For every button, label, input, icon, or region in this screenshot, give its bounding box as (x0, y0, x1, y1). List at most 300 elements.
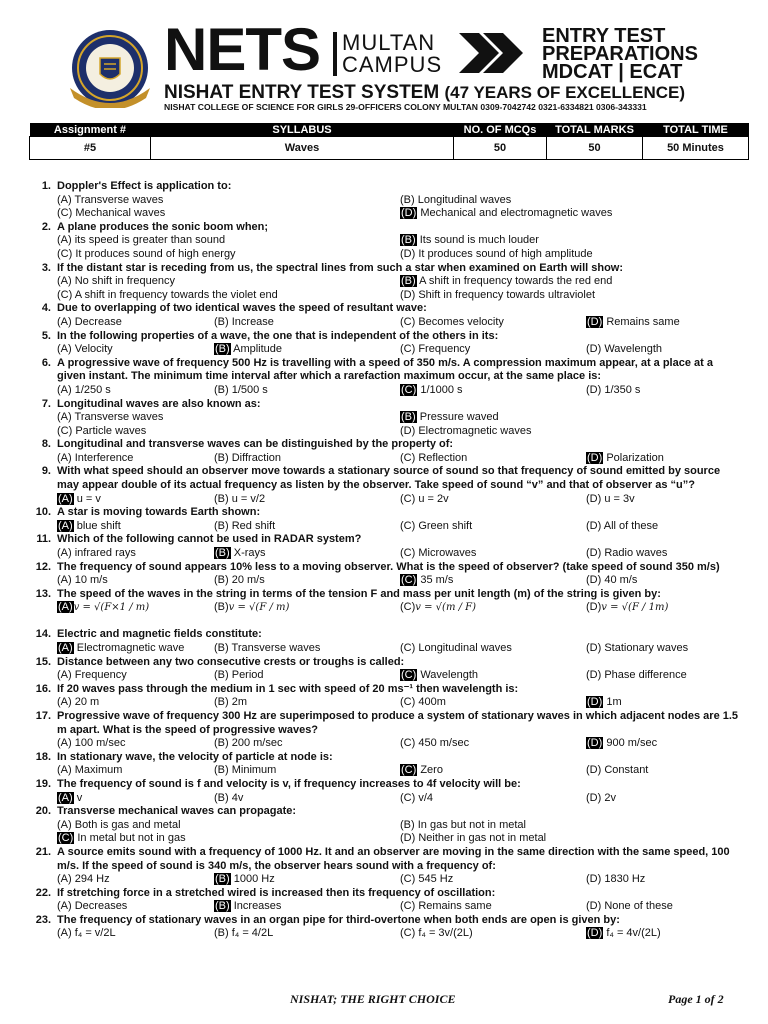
option-row (0, 425, 768, 439)
option-letter: (D) (586, 900, 602, 913)
option-row (0, 248, 768, 262)
option-text: Particle waves (72, 424, 147, 437)
option-letter: (D) (587, 696, 603, 709)
question-stem: With what speed should an observer move towards a stationary source of sound so that frequency of sound emitted by source may appear double of its actual frequency as listen by the observer. Take speed of sound “v” and that of observer as “u”? (57, 465, 721, 492)
option-text: Minimum (228, 764, 277, 777)
option-text: Amplitude (230, 343, 283, 356)
option-a (57, 601, 149, 615)
header-time: TOTAL TIME (643, 123, 749, 137)
header-marks: TOTAL MARKS (547, 123, 643, 137)
option-text: It produces sound of high energy (72, 247, 236, 260)
option-c (400, 493, 449, 507)
option-text: Green shift (415, 519, 473, 532)
option-text: Polarization (603, 451, 664, 464)
option-text: Neither in gas not in metal (415, 832, 547, 845)
option-text: Velocity (71, 343, 113, 356)
option-row (0, 234, 768, 248)
option-text: Zero (417, 764, 443, 777)
option-row (0, 642, 768, 656)
option-c (400, 452, 467, 466)
option-letter: (C) (400, 601, 416, 614)
option-row (0, 343, 768, 357)
option-a (57, 819, 181, 833)
option-text: u = v (73, 492, 101, 505)
option-d (586, 343, 662, 357)
question-item (0, 302, 768, 329)
option-letter: (C) (400, 642, 416, 654)
option-row (0, 873, 768, 887)
option-letter: (D) (586, 383, 602, 396)
question-number: 11. (36, 533, 51, 546)
option-letter: (C) (57, 247, 73, 260)
question-text (0, 561, 768, 575)
option-d (400, 289, 595, 303)
option-a (57, 642, 184, 656)
option-text: In metal but not in gas (74, 832, 186, 845)
option-letter: (A) (57, 669, 72, 682)
value-time: 50 Minutes (643, 137, 749, 160)
option-text: blue shift (73, 519, 121, 532)
option-c (400, 737, 469, 751)
question-number: 12. (35, 560, 51, 573)
option-letter: (D) (586, 519, 602, 532)
option-letter: (B) (401, 411, 416, 424)
option-letter: (C) (400, 492, 416, 505)
option-b (400, 819, 526, 833)
option-b (214, 547, 266, 561)
question-text (0, 533, 768, 547)
option-b (214, 343, 282, 357)
header-mcqs: NO. OF MCQs (454, 123, 547, 137)
option-text: v/4 (415, 791, 434, 804)
option-text: 35 m/s (417, 574, 454, 587)
option-c (400, 696, 446, 710)
question-number: 10. (35, 506, 51, 519)
question-number: 23. (35, 913, 51, 926)
question-text (0, 751, 768, 765)
option-c (400, 792, 433, 806)
option-row (0, 411, 768, 425)
question-stem: Progressive wave of frequency 300 Hz are superimposed to produce a system of stationary waves in which adjacent nodes are 1.5 m apart. What is the speed of progressive waves? (57, 709, 739, 736)
option-text: Increase (228, 315, 274, 328)
option-c (400, 927, 473, 941)
option-d (586, 384, 640, 398)
option-letter: (B) (215, 873, 230, 886)
option-letter: (B) (214, 737, 229, 750)
question-text (0, 438, 768, 452)
option-c (400, 520, 472, 534)
option-letter: (B) (214, 927, 229, 940)
value-mcqs: 50 (454, 137, 547, 160)
option-text: Phase difference (601, 669, 687, 682)
option-d (586, 452, 664, 466)
option-text: 20 m/s (228, 574, 265, 587)
footer-motto: NISHAT; THE RIGHT CHOICE (290, 992, 456, 1006)
question-text (0, 506, 768, 520)
question-number: 17. (35, 709, 51, 722)
option-d (400, 248, 593, 262)
option-letter: (B) (400, 193, 415, 206)
question-stem: Distance between any two consecutive crests or troughs is called: (57, 655, 405, 668)
option-text: 900 m/sec (603, 737, 658, 750)
question-stem: A star is moving towards Earth shown: (57, 506, 261, 519)
question-text (0, 846, 768, 873)
option-text: Mechanical waves (72, 207, 166, 220)
option-text: Becomes velocity (415, 315, 504, 328)
question-number: 5. (41, 329, 51, 342)
option-letter: (A) (58, 791, 73, 804)
question-list (0, 180, 768, 941)
option-text: 1m (603, 696, 622, 709)
option-b (400, 194, 511, 208)
option-a (57, 234, 225, 248)
option-c (400, 642, 512, 656)
option-letter: (A) (57, 451, 72, 464)
option-a (57, 411, 163, 425)
header-syllabus: SYLLABUS (151, 123, 454, 137)
option-text: 1/250 s (71, 383, 111, 396)
option-letter: (C) (58, 832, 74, 845)
question-text (0, 805, 768, 819)
question-stem: The frequency of sound is f and velocity is v, if frequency increases to 4f velocity will be: (57, 777, 521, 790)
option-text: Interference (71, 451, 134, 464)
question-item (0, 221, 768, 262)
option-c (400, 574, 453, 588)
option-text: 100 m/sec (71, 737, 126, 750)
option-b (214, 452, 281, 466)
option-letter: (B) (215, 343, 230, 356)
option-letter: (A) (57, 900, 72, 913)
option-letter: (B) (215, 547, 230, 560)
option-letter: (C) (401, 764, 417, 777)
question-item (0, 887, 768, 914)
option-row (0, 927, 768, 941)
option-letter: (D) (586, 547, 602, 560)
value-syllabus: Waves (151, 137, 454, 160)
question-item (0, 438, 768, 465)
page-number: Page 1 of 2 (668, 992, 724, 1006)
years-badge: (47 YEARS OF EXCELLENCE) (444, 83, 686, 102)
option-letter: (A) (58, 642, 73, 654)
option-d (586, 520, 658, 534)
question-number: 21. (35, 845, 51, 858)
option-d (586, 547, 667, 561)
option-letter: (A) (57, 927, 72, 940)
question-number: 18. (35, 750, 51, 763)
option-row (0, 452, 768, 466)
option-letter: (A) (57, 234, 72, 247)
option-a (57, 873, 110, 887)
question-number: 3. (41, 261, 51, 274)
option-row (0, 764, 768, 778)
option-letter: (D) (586, 343, 602, 356)
option-text: u = 2v (415, 492, 449, 505)
option-letter: (D) (586, 873, 602, 886)
option-letter: (D) (400, 832, 416, 845)
question-item (0, 846, 768, 887)
option-a (57, 669, 127, 683)
option-a (57, 194, 163, 208)
option-b (214, 900, 281, 914)
option-letter: (A) (57, 574, 72, 587)
question-stem: Due to overlapping of two identical waves the speed of resultant wave: (57, 302, 427, 315)
option-letter: (B) (214, 451, 229, 464)
option-text: 1000 Hz (230, 873, 275, 886)
question-number: 7. (41, 397, 51, 410)
option-d (586, 696, 622, 710)
option-text: Transverse waves (228, 642, 321, 654)
question-number: 6. (41, 356, 51, 369)
option-letter: (A) (57, 193, 72, 206)
option-text: Radio waves (601, 547, 668, 560)
option-c (400, 601, 476, 615)
option-text: It produces sound of high amplitude (415, 247, 593, 260)
option-row (0, 737, 768, 751)
question-stem: A plane produces the sonic boom when; (57, 220, 269, 233)
option-formula: v = √(F / 1m) (601, 602, 669, 614)
question-number: 4. (41, 302, 51, 315)
option-text: v (73, 791, 83, 804)
option-letter: (C) (400, 343, 416, 356)
option-text: f₄ = 3v/(2L) (415, 927, 473, 940)
option-letter: (D) (586, 492, 602, 505)
question-item (0, 357, 768, 398)
option-d (586, 601, 668, 615)
prep-line-2: PREPARATIONS (542, 43, 698, 65)
option-text: Remains same (415, 900, 492, 913)
question-number: 19. (35, 777, 51, 790)
option-letter: (C) (400, 873, 416, 886)
option-row (0, 819, 768, 833)
question-item (0, 588, 768, 629)
option-letter: (C) (400, 519, 416, 532)
option-b (214, 493, 265, 507)
option-letter: (A) (57, 818, 72, 831)
question-stem: The frequency of stationary waves in an organ pipe for third-overtone when both ends are open is given by: (57, 913, 620, 926)
option-a (57, 275, 175, 289)
option-text: Decreases (71, 900, 128, 913)
option-d (586, 642, 688, 656)
option-a (57, 900, 127, 914)
option-formula: v = √(F×1 / m) (73, 602, 150, 614)
option-row (0, 289, 768, 303)
option-letter: (D) (400, 247, 416, 260)
option-text: Remains same (603, 315, 680, 328)
question-number: 9. (41, 465, 51, 478)
system-name-line (164, 82, 685, 104)
option-a (57, 792, 82, 806)
option-text: 400m (415, 696, 446, 709)
question-stem: The speed of the waves in the string in terms of the tension F and mass per unit length (m) of the string is given by: (57, 587, 661, 600)
option-text: Pressure waved (416, 411, 499, 424)
prep-line-3: MDCAT | ECAT (542, 61, 683, 83)
option-letter: (C) (400, 547, 416, 560)
option-a (57, 316, 122, 330)
assignment-info-table (29, 123, 749, 160)
option-row (0, 574, 768, 588)
option-text: Stationary waves (601, 642, 689, 654)
option-text: Its sound is much louder (416, 234, 539, 247)
campus-label (342, 32, 442, 76)
option-letter: (B) (214, 601, 229, 614)
option-text: Constant (601, 764, 649, 777)
option-letter: (A) (58, 492, 73, 505)
option-letter: (D) (587, 451, 603, 464)
option-text: A shift in frequency towards the red end (416, 275, 613, 288)
college-crest-logo (66, 28, 154, 108)
question-number: 13. (35, 587, 51, 600)
option-b (214, 642, 320, 656)
option-text: Reflection (415, 451, 468, 464)
option-d (586, 764, 648, 778)
option-a (57, 384, 111, 398)
option-row (0, 316, 768, 330)
option-row (0, 792, 768, 806)
option-b (214, 873, 275, 887)
option-letter: (D) (587, 737, 603, 750)
option-a (57, 764, 122, 778)
option-text: 1830 Hz (601, 873, 646, 886)
question-number: 15. (35, 655, 51, 668)
double-chevron-icon (457, 31, 527, 75)
option-text: X-rays (230, 547, 266, 560)
option-text: Frequency (71, 669, 127, 682)
option-letter: (B) (214, 315, 229, 328)
option-b (400, 275, 612, 289)
question-item (0, 778, 768, 805)
option-b (214, 669, 264, 683)
option-row (0, 520, 768, 534)
option-text: Frequency (415, 343, 471, 356)
question-number: 2. (41, 220, 51, 233)
option-letter: (B) (401, 234, 416, 247)
option-b (214, 764, 276, 778)
option-c (400, 547, 476, 561)
option-d (586, 927, 661, 941)
question-item (0, 710, 768, 751)
option-text: 2m (228, 696, 248, 709)
option-letter: (D) (400, 288, 416, 301)
option-text: Microwaves (415, 547, 477, 560)
option-letter: (C) (401, 383, 417, 396)
question-item (0, 330, 768, 357)
question-text (0, 398, 768, 412)
option-c (400, 764, 443, 778)
option-letter: (B) (214, 574, 229, 587)
option-text: 1/500 s (228, 383, 268, 396)
option-letter: (D) (586, 764, 602, 777)
question-item (0, 398, 768, 439)
option-b (214, 520, 275, 534)
option-text: Increases (230, 900, 282, 913)
option-text: infrared rays (71, 547, 136, 560)
option-a (57, 696, 99, 710)
option-c (400, 669, 478, 683)
question-stem: Doppler's Effect is application to: (57, 180, 232, 192)
option-row (0, 493, 768, 507)
option-letter: (B) (214, 642, 229, 654)
question-stem: In stationary wave, the velocity of particle at node is: (57, 750, 333, 763)
option-letter: (D) (400, 424, 416, 437)
option-b (214, 696, 247, 710)
option-text: 1/1000 s (417, 383, 463, 396)
prep-line-1: ENTRY TEST (542, 25, 666, 47)
option-letter: (A) (57, 315, 72, 328)
question-item (0, 533, 768, 560)
option-text: f₄ = v/2L (71, 927, 116, 940)
option-letter: (A) (57, 873, 72, 886)
option-text: No shift in frequency (71, 275, 176, 288)
option-text: None of these (601, 900, 673, 913)
question-item (0, 751, 768, 778)
campus-line-1: MULTAN (342, 30, 436, 55)
option-row (0, 832, 768, 846)
option-text: Wavelength (601, 343, 663, 356)
brand-divider (333, 32, 337, 76)
question-text (0, 628, 768, 642)
option-row (0, 601, 768, 628)
option-text: Mechanical and electromagnetic waves (417, 207, 613, 220)
option-letter: (C) (400, 737, 416, 750)
option-letter: (A) (57, 764, 72, 777)
question-stem: Which of the following cannot be used in RADAR system? (57, 533, 362, 546)
question-text (0, 656, 768, 670)
question-text (0, 710, 768, 737)
option-c (57, 248, 236, 262)
option-c (400, 384, 463, 398)
option-letter: (A) (57, 275, 72, 288)
option-b (400, 234, 539, 248)
option-formula: v = √(m / F) (415, 602, 476, 614)
question-number: 16. (35, 682, 51, 695)
question-stem: If stretching force in a stretched wired is increased then its frequency of oscillation: (57, 886, 496, 899)
option-letter: (C) (400, 451, 416, 464)
question-text (0, 330, 768, 344)
question-item (0, 656, 768, 683)
option-letter: (B) (400, 818, 415, 831)
system-name: NISHAT ENTRY TEST SYSTEM (164, 82, 440, 103)
option-a (57, 547, 136, 561)
option-text: Both is gas and metal (71, 818, 181, 831)
option-letter: (B) (401, 275, 416, 288)
option-c (400, 900, 492, 914)
option-d (586, 669, 687, 683)
question-stem: The frequency of sound appears 10% less to a moving observer. What is the speed of observer? (take speed of sound 350 m/s) (57, 560, 720, 573)
option-c (400, 316, 504, 330)
prep-label (542, 27, 698, 81)
question-text (0, 302, 768, 316)
option-text: 20 m (71, 696, 100, 709)
option-letter: (C) (400, 315, 416, 328)
option-text: Transverse waves (71, 193, 164, 206)
question-stem: A source emits sound with a frequency of 1000 Hz. It and an observer are moving in the same direction with the same speed, 100 m/s. If the speed of sound is 340 m/s, the observer hears sound with a frequency of: (57, 845, 730, 872)
campus-line-2: CAMPUS (342, 52, 443, 77)
option-row (0, 900, 768, 914)
option-text: 450 m/sec (415, 737, 470, 750)
question-text (0, 778, 768, 792)
option-letter: (A) (57, 547, 72, 560)
value-assignment: #5 (30, 137, 151, 160)
option-a (57, 343, 113, 357)
question-item (0, 561, 768, 588)
question-text (0, 221, 768, 235)
option-text: Wavelength (417, 669, 479, 682)
option-text: u = v/2 (228, 492, 266, 505)
question-stem: If the distant star is receding from us, the spectral lines from such a star when examined on Earth will show: (57, 261, 624, 274)
option-letter: (A) (57, 737, 72, 750)
option-letter: (D) (586, 642, 602, 654)
option-letter: (C) (400, 900, 416, 913)
